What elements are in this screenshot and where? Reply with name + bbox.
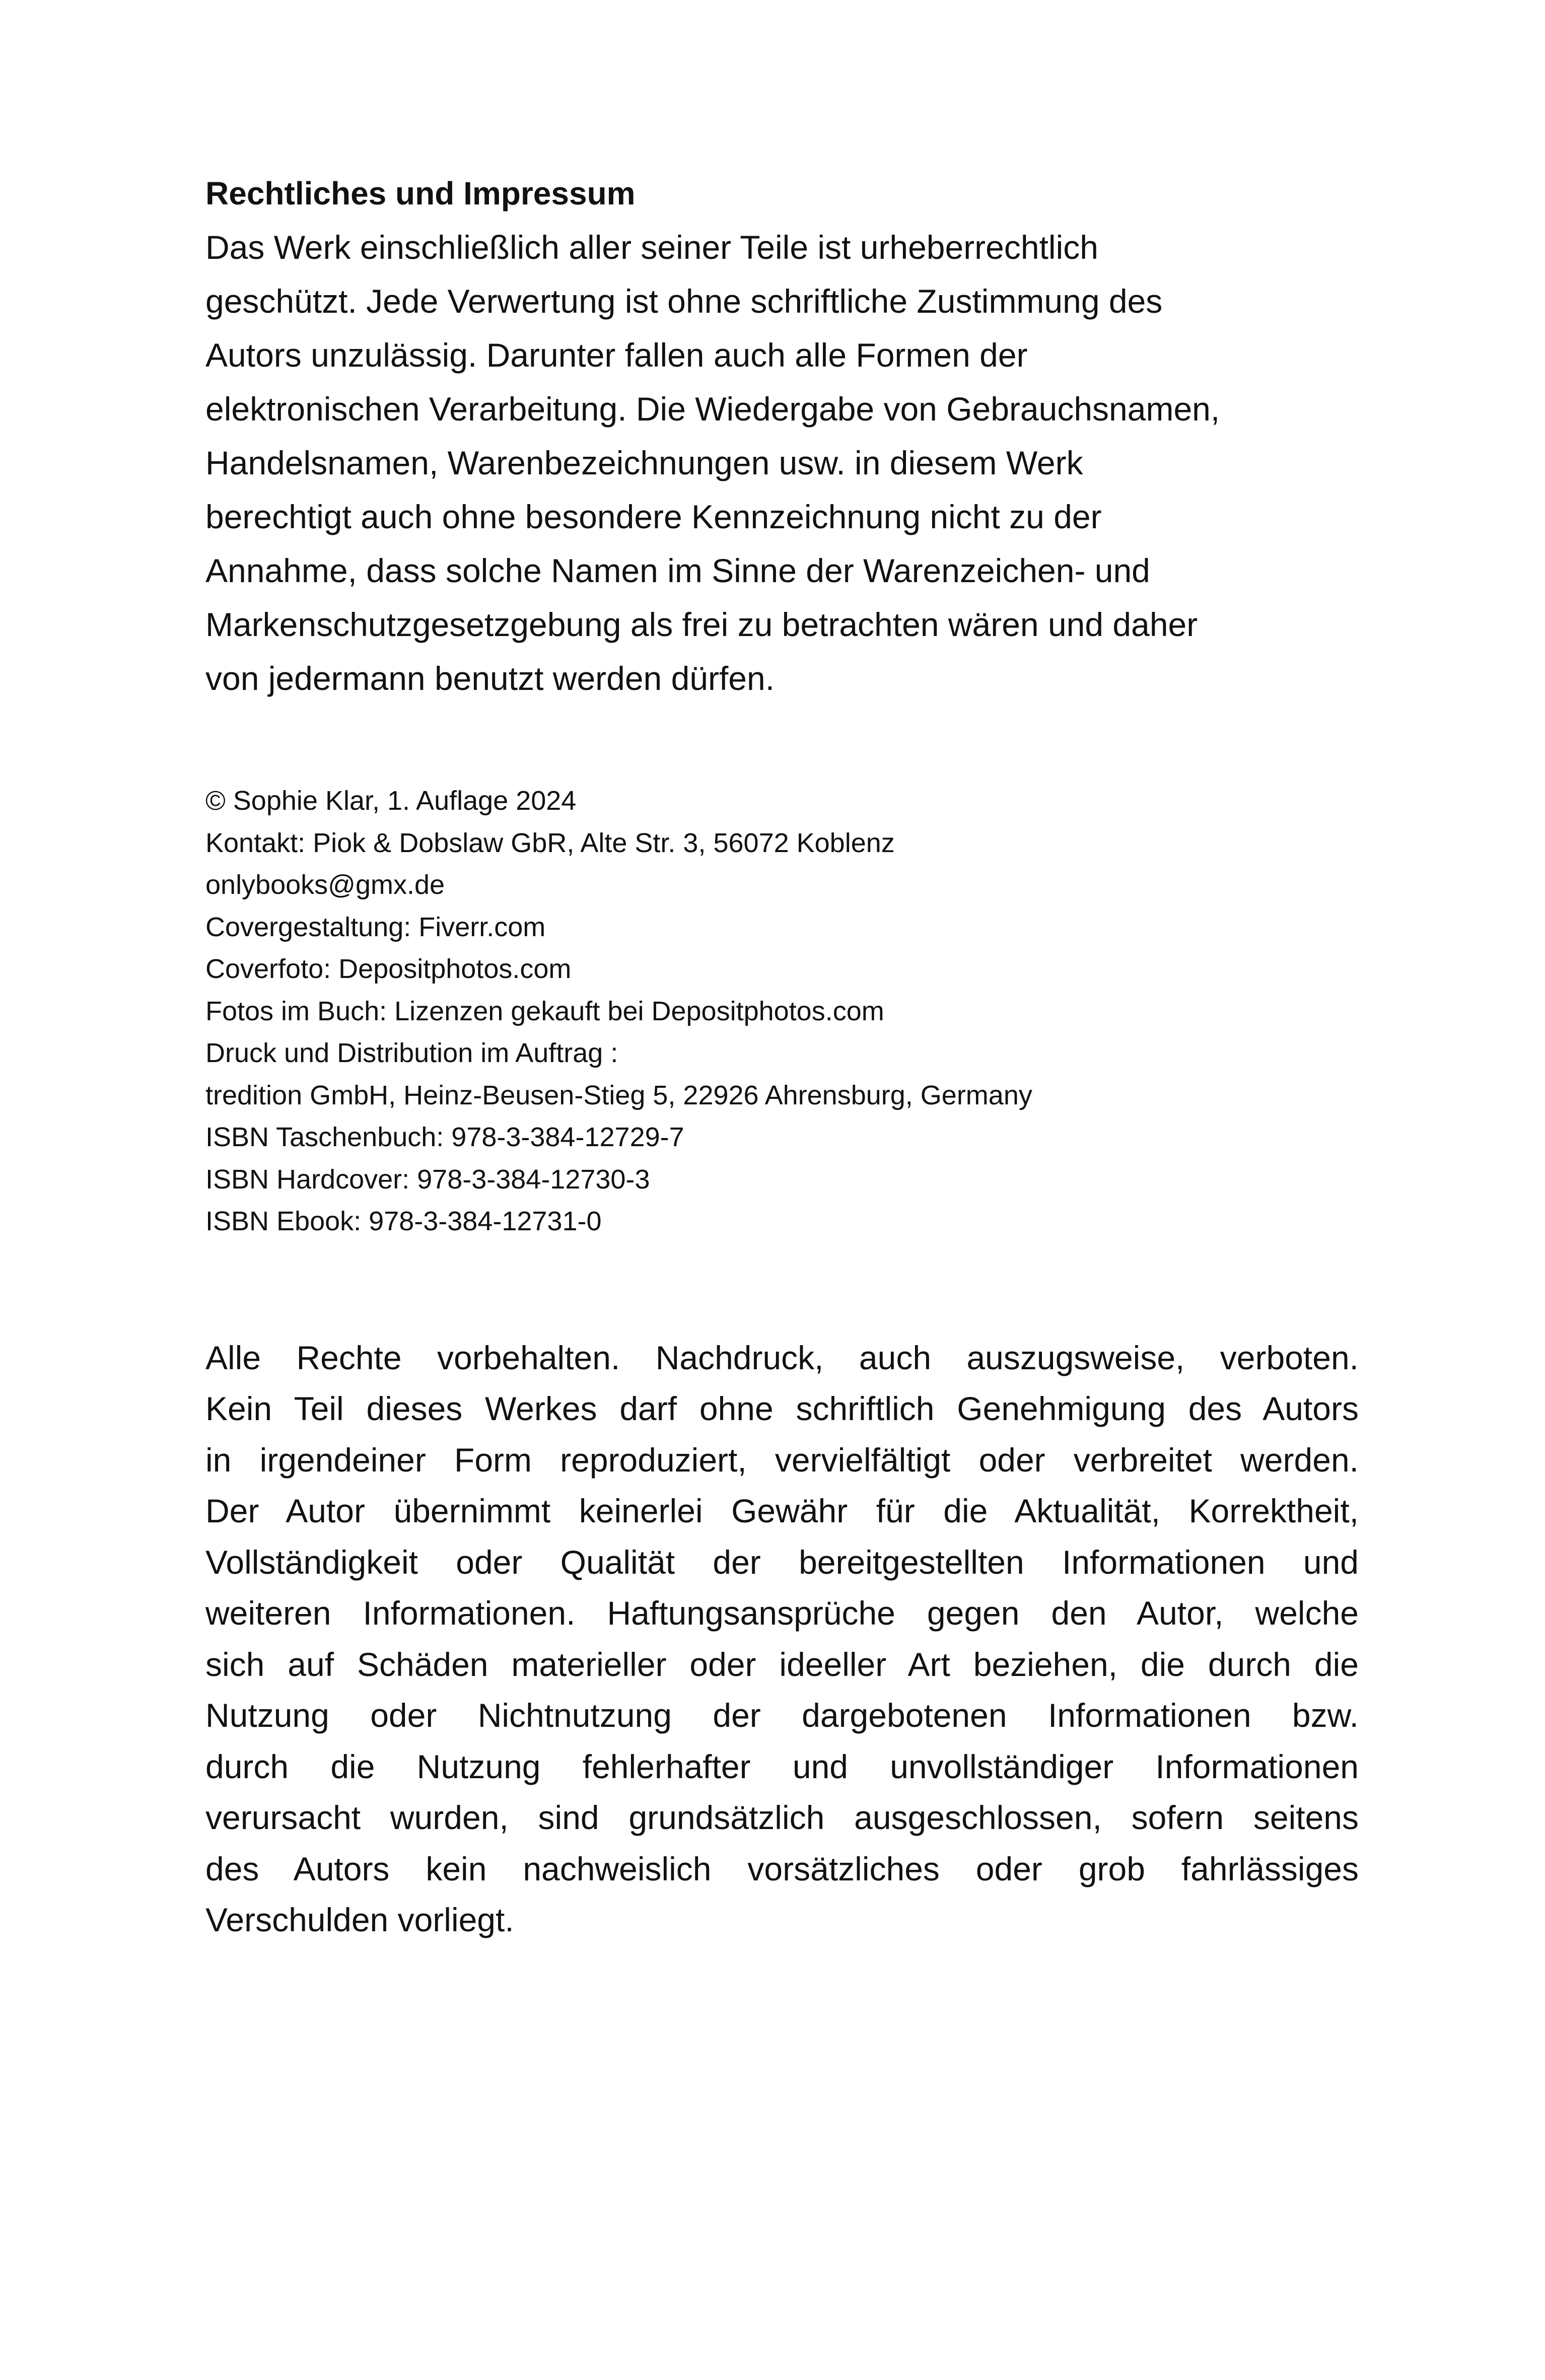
paragraph-line: berechtigt auch ohne besondere Kennzeichnung nicht zu der	[205, 498, 1102, 535]
paragraph-line: Autors unzulässig. Darunter fallen auch alle Formen der	[205, 336, 1028, 374]
paragraph-line: in irgendeiner Form reproduziert, vervielfältigt oder verbreitet werden.	[205, 1441, 1359, 1479]
paragraph-line: Nutzung oder Nichtnutzung der dargebotenen Informationen bzw.	[205, 1697, 1359, 1734]
paragraph-line: Alle Rechte vorbehalten. Nachdruck, auch auszugsweise, verboten.	[205, 1339, 1359, 1376]
imprint-section	[205, 780, 1359, 1243]
photos-line: Fotos im Buch: Lizenzen gekauft bei Depositphotos.com	[205, 996, 884, 1026]
section-heading: Rechtliches und Impressum	[205, 175, 636, 212]
legal-section	[205, 166, 1359, 706]
copyright-line: © Sophie Klar, 1. Auflage 2024	[205, 786, 577, 816]
paragraph-line: Verschulden vorliegt.	[205, 1901, 514, 1938]
publisher-address-line: tredition GmbH, Heinz-Beusen-Stieg 5, 22926 Ahrensburg, Germany	[205, 1080, 1032, 1110]
paragraph-line: elektronischen Verarbeitung. Die Wiedergabe von Gebrauchsnamen,	[205, 390, 1220, 428]
paragraph-line: von jedermann benutzt werden dürfen.	[205, 660, 775, 697]
legal-paragraph	[205, 221, 1359, 706]
paragraph-line: Kein Teil dieses Werkes darf ohne schriftlich Genehmigung des Autors	[205, 1390, 1359, 1427]
distribution-line: Druck und Distribution im Auftrag :	[205, 1038, 618, 1068]
paragraph-line: verursacht wurden, sind grundsätzlich ausgeschlossen, sofern seitens	[205, 1799, 1359, 1836]
isbn-ebook-line: ISBN Ebook: 978-3-384-12731-0	[205, 1206, 602, 1236]
paragraph-line: Handelsnamen, Warenbezeichnungen usw. in diesem Werk	[205, 444, 1083, 481]
cover-design-line: Covergestaltung: Fiverr.com	[205, 912, 546, 942]
paragraph-line: Das Werk einschließlich aller seiner Teile ist urheberrechtlich	[205, 229, 1098, 266]
isbn-paperback-line: ISBN Taschenbuch: 978-3-384-12729-7	[205, 1122, 684, 1152]
isbn-hardcover-line: ISBN Hardcover: 978-3-384-12730-3	[205, 1164, 650, 1195]
paragraph-line: Annahme, dass solche Namen im Sinne der Warenzeichen- und	[205, 552, 1150, 589]
email-line: onlybooks@gmx.de	[205, 870, 445, 900]
cover-photo-line: Coverfoto: Depositphotos.com	[205, 954, 572, 984]
page-content	[205, 166, 1359, 1946]
paragraph-line: durch die Nutzung fehlerhafter und unvollständiger Informationen	[205, 1747, 1359, 1785]
paragraph-line: weiteren Informationen. Haftungsansprüche gegen den Autor, welche	[205, 1594, 1359, 1632]
paragraph-line: Markenschutzgesetzgebung als frei zu betrachten wären und daher	[205, 606, 1198, 643]
paragraph-line: Vollständigkeit oder Qualität der bereitgestellten Informationen und	[205, 1543, 1359, 1581]
contact-line: Kontakt: Piok & Dobslaw GbR, Alte Str. 3, 56072 Koblenz	[205, 827, 895, 858]
paragraph-line: Der Autor übernimmt keinerlei Gewähr für die Aktualität, Korrektheit,	[205, 1492, 1359, 1529]
rights-section	[205, 1333, 1359, 1946]
paragraph-line: geschützt. Jede Verwertung ist ohne schriftliche Zustimmung des	[205, 283, 1163, 320]
paragraph-line: sich auf Schäden materieller oder ideeller Art beziehen, die durch die	[205, 1645, 1359, 1683]
paragraph-line: des Autors kein nachweislich vorsätzliches oder grob fahrlässiges	[205, 1850, 1359, 1887]
